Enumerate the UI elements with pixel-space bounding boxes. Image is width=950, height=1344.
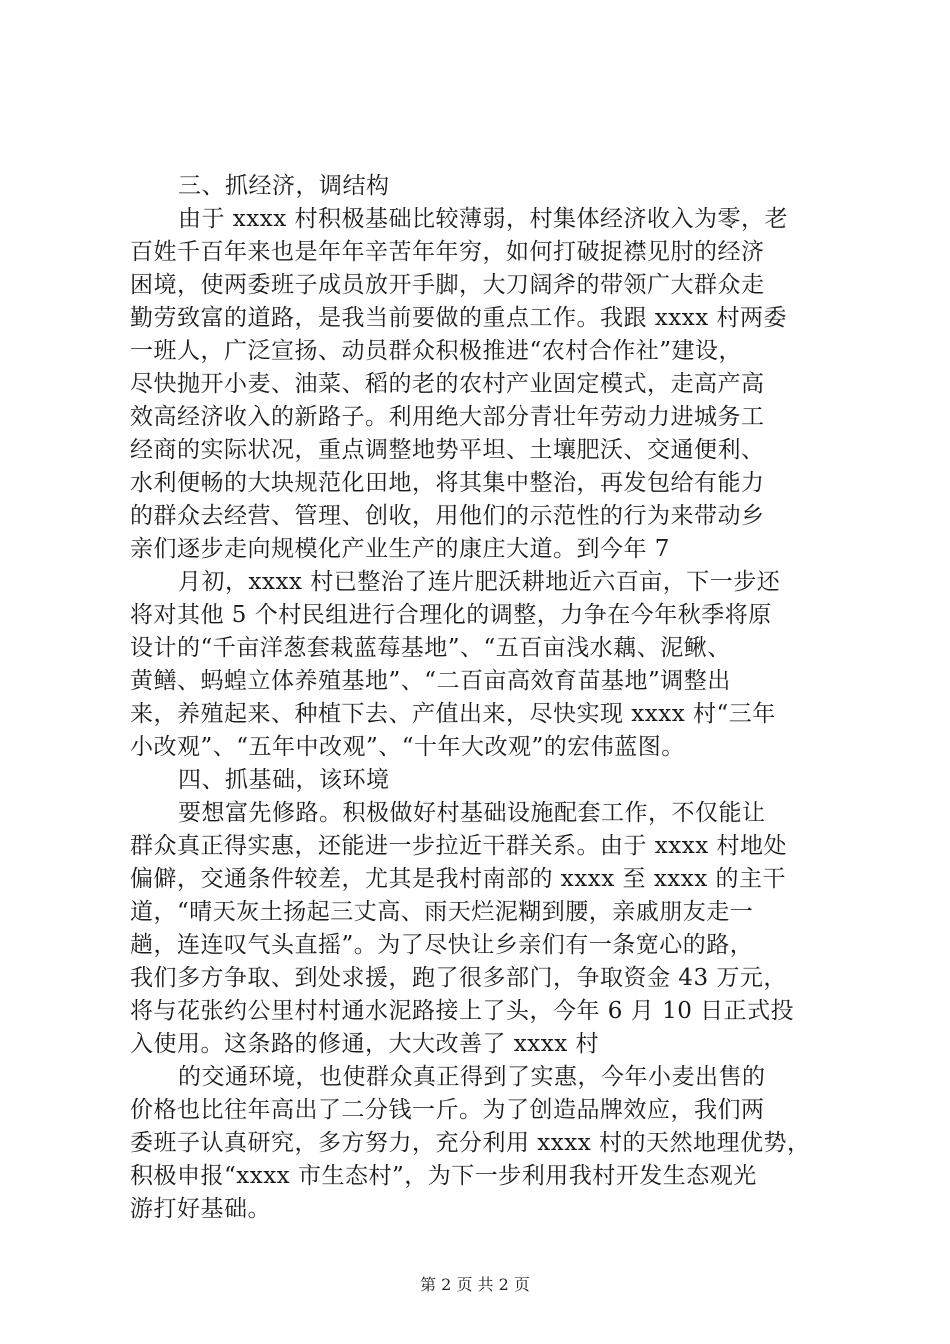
paragraph-line: 的群众去经营、管理、创收，用他们的示范性的行为来带动乡 — [130, 503, 765, 529]
paragraph-line: 设计的“千亩洋葱套栽蓝莓基地”、“五百亩浅水藕、泥鳅、 — [130, 635, 731, 661]
paragraph-line: 群众真正得实惠，还能进一步拉近干群关系。由于 xxxx 村地处 — [130, 833, 788, 859]
paragraph-line: 月初，xxxx 村已整治了连片肥沃耕地近六百亩，下一步还 — [178, 569, 781, 595]
paragraph-line: 百姓千百年来也是年年辛苦年年穷，如何打破捉襟见肘的经济 — [130, 239, 765, 265]
paragraph-line: 偏僻，交通条件较差，尤其是我村南部的 xxxx 至 xxxx 的主干 — [130, 866, 787, 892]
paragraph-line: 要想富先修路。积极做好村基础设施配套工作，不仅能让 — [178, 800, 766, 826]
paragraph-line: 将与花张约公里村村通水泥路接上了头，今年 6 月 10 日正式投 — [130, 998, 795, 1024]
paragraph-line: 委班子认真研究，多方努力，充分利用 xxxx 村的天然地理优势， — [130, 1130, 811, 1156]
paragraph-line: 道，“晴天灰土扬起三丈高、雨天烂泥糊到腰，亲戚朋友走一 — [130, 899, 754, 925]
paragraph-line: 勤劳致富的道路，是我当前要做的重点工作。我跟 xxxx 村两委 — [130, 305, 788, 331]
paragraph-line: 一班人，广泛宣扬、动员群众积极推进“农村合作社”建设， — [130, 338, 743, 364]
paragraph-line: 我们多方争取、到处求援，跑了很多部门，争取资金 43 万元， — [130, 965, 787, 991]
paragraph-line: 经商的实际状况，重点调整地势平坦、土壤肥沃、交通便利、 — [130, 437, 765, 463]
paragraph-line: 入使用。这条路的修通，大大改善了 xxxx 村 — [130, 1031, 600, 1057]
section-heading-4: 四、抓基础，该环境 — [178, 767, 390, 793]
paragraph-line: 小改观”、“五年中改观”、“十年大改观”的宏伟蓝图。 — [130, 734, 685, 760]
page-number-footer: 第 2 页 共 2 页 — [420, 1275, 530, 1294]
paragraph-line: 的交通环境，也使群众真正得到了实惠，今年小麦出售的 — [178, 1064, 766, 1090]
paragraph-line: 尽快抛开小麦、油菜、稻的老的农村产业固定模式，走高产高 — [130, 371, 765, 397]
paragraph-line: 亲们逐步走向规模化产业生产的康庄大道。到今年 7 — [130, 536, 670, 562]
paragraph-line: 水利便畅的大块规范化田地，将其集中整治，再发包给有能力 — [130, 470, 765, 496]
paragraph-line: 效高经济收入的新路子。利用绝大部分青壮年劳动力进城务工 — [130, 404, 765, 430]
paragraph-line: 积极申报“xxxx 市生态村”，为下一步利用我村开发生态观光 — [130, 1163, 757, 1189]
paragraph-line: 游打好基础。 — [130, 1196, 271, 1222]
paragraph-line: 将对其他 5 个村民组进行合理化的调整，力争在今年秋季将原 — [130, 602, 772, 628]
paragraph-line: 由于 xxxx 村积极基础比较薄弱，村集体经济收入为零，老 — [178, 206, 789, 232]
section-heading-3: 三、抓经济，调结构 — [178, 173, 390, 199]
paragraph-line: 价格也比往年高出了二分钱一斤。为了创造品牌效应，我们两 — [130, 1097, 765, 1123]
paragraph-line: 来，养殖起来、种植下去、产值出来，尽快实现 xxxx 村“三年 — [130, 701, 776, 727]
paragraph-line: 趟，连连叹气头直摇”。为了尽快让乡亲们有一条宽心的路， — [130, 932, 754, 958]
paragraph-line: 黄鳝、蚂蝗立体养殖基地”、“二百亩高效育苗基地”调整出 — [130, 668, 731, 694]
paragraph-line: 困境，使两委班子成员放开手脚，大刀阔斧的带领广大群众走 — [130, 272, 765, 298]
